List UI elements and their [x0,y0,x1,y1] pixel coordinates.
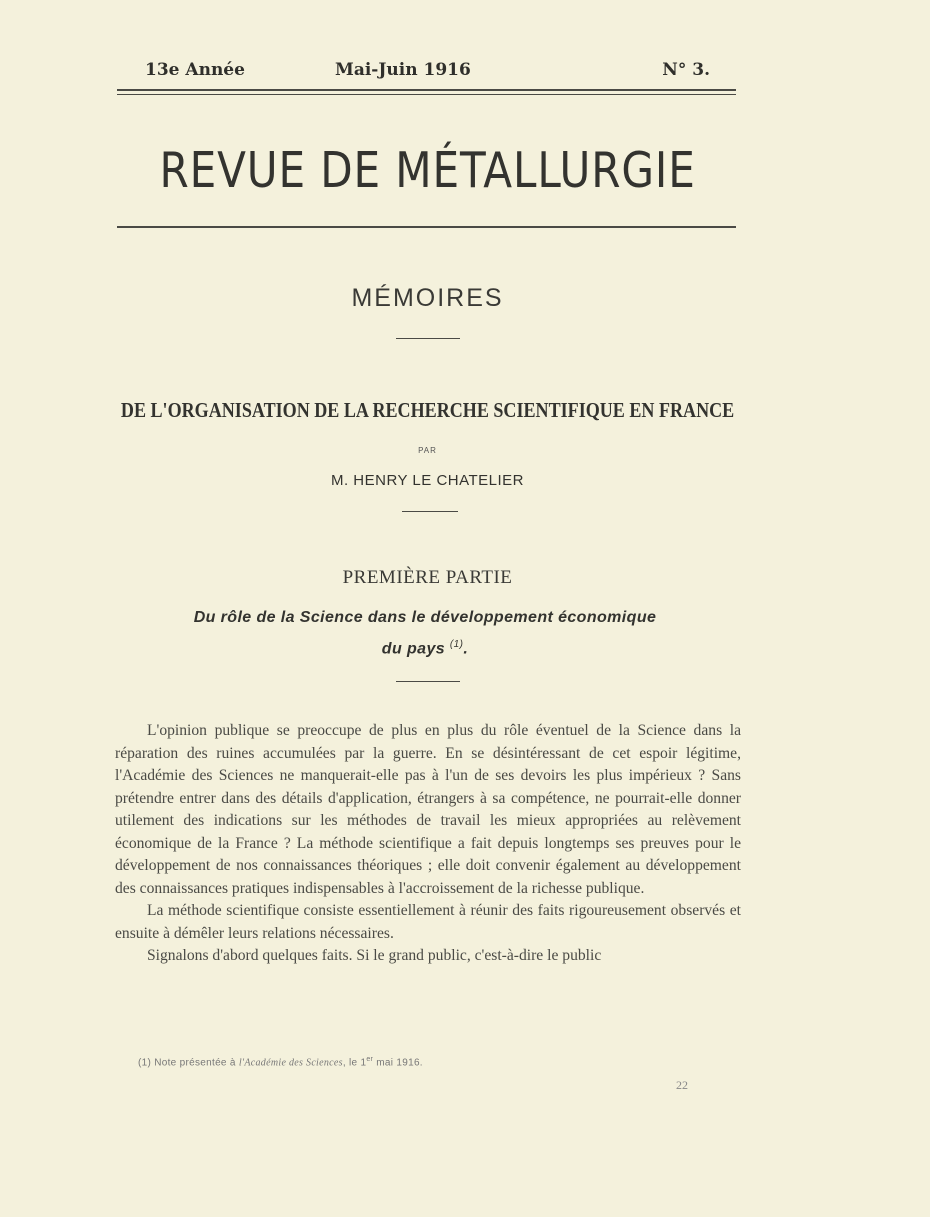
footnote-reference: (1) [449,639,464,650]
volume-year: 13e Année [145,60,245,80]
footnote-marker: (1) [138,1057,152,1069]
section-heading: MÉMOIRES [351,284,504,312]
footnote-date-rest: mai 1916. [376,1057,423,1069]
by-label: PAR [418,446,437,455]
footnote-text: Note présentée à [154,1057,236,1069]
issue-date: Mai-Juin 1916 [335,60,471,80]
title-rule [117,226,736,228]
article-body [115,720,741,968]
subtitle-period: . [463,640,469,658]
section-divider [396,338,460,339]
footnote-date-suffix: er [366,1056,374,1063]
author-divider [402,511,458,512]
part-heading: PREMIÈRE PARTIE [342,567,513,588]
header-rule-top [117,89,736,91]
page-number: 22 [676,1078,688,1092]
footnote: (1) Note présentée à l'Académie des Sciences, le 1er mai 1916. [138,1056,423,1069]
header-rule-bottom [117,94,736,95]
journal-title: REVUE DE MÉTALLURGIE [159,142,696,199]
masthead [145,60,710,84]
subtitle-divider [396,681,460,682]
footnote-source: l'Académie des Sciences [238,1057,343,1069]
paragraph: Signalons d'abord quelques faits. Si le grand public, c'est-à-dire le public [147,947,602,964]
paragraph: La méthode scientifique consiste essentiellement à réunir des faits rigoureusement observés et ensuite à démêler leurs relations nécessaires. [115,902,741,942]
subtitle-line-2: du pays [381,640,446,658]
subtitle-line-1: Du rôle de la Science dans le développement économique [193,609,657,626]
article-title: DE L'ORGANISATION DE LA RECHERCHE SCIENTIFIQUE EN FRANCE [120,398,735,422]
footnote-date: le 1 [349,1057,367,1069]
issue-number: N° 3. [662,60,710,80]
paragraph: L'opinion publique se preoccupe de plus en plus du rôle éventuel de la Science dans la réparation des ruines accumulées par la guerre. En se désintéressant de cet espoir légitime, l'Académie des Sciences ne manquerait-elle pas à l'un de ses devoirs les plus impérieux ? Sans prétendre entrer dans des détails d'application, étrangers à sa compétence, ne pourrait-elle donner utilement des indications sur les méthodes de travail les mieux appropriées au relèvement économique de la France ? La méthode scientifique a fait depuis longtemps ses preuves pour le développement de nos connaissances théoriques ; elle doit convenir également au développement des connaissances pratiques indispensables à l'accroissement de la richesse publique. [115,722,741,897]
author-name: M. HENRY LE CHATELIER [330,472,525,489]
article-subtitle [125,604,725,662]
